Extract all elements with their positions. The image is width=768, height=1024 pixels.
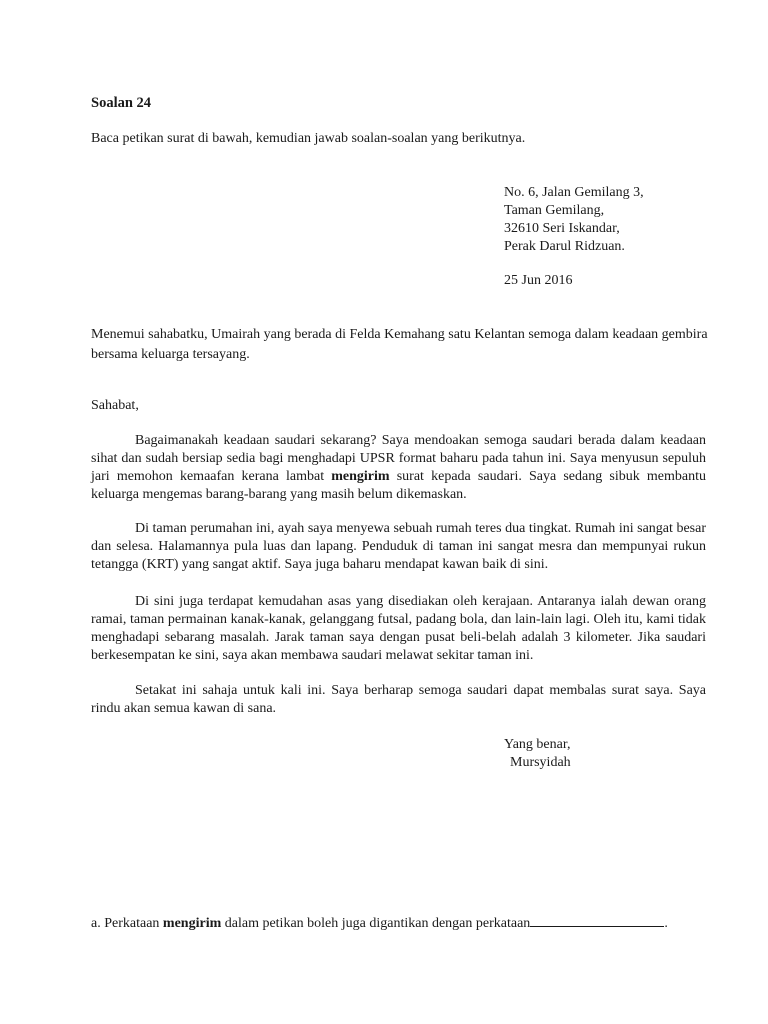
letter-closing: [504, 736, 571, 772]
paragraph-text: Bagaimanakah keadaan saudari sekarang? Saya mendoakan semoga saudari berada dalam keadaan sihat dan sudah bersiap sedia bagi menghadapi UPSR format baharu pada tahun ini. Saya menyusun sepuluh jari memohon kemaafan kerana lambat: [91, 433, 706, 484]
letter-paragraph-1: [91, 432, 706, 504]
question-heading: Soalan 24: [91, 95, 152, 111]
question-text: dalam petikan boleh juga digantikan dengan perkataan: [221, 916, 531, 931]
question-text: a. Perkataan: [91, 916, 163, 931]
letter-paragraph-2: [91, 520, 706, 574]
sender-name: Mursyidah: [510, 755, 571, 770]
paragraph-text: Di sini juga terdapat kemudahan asas yang disediakan oleh kerajaan. Antaranya ialah dewan orang ramai, taman permainan kanak-kanak, gelanggang futsal, padang bola, dan lain-lain lagi. Oleh itu, kami tidak menghadapi sebarang masalah. Jarak taman saya dengan pusat beli-belah adalah 3 kilometer. Jika saudari berkesempatan ke sini, saya akan membawa saudari melawat sekitar taman ini.: [91, 594, 706, 663]
letter-greeting: Menemui sahabatku, Umairah yang berada di Felda Kemahang satu Kelantan semoga dalam keadaan gembira bersama keluarga tersayang.: [91, 327, 708, 362]
answer-blank[interactable]: [530, 914, 664, 927]
highlighted-word: mengirim: [331, 469, 390, 484]
letter-salutation: Sahabat,: [91, 398, 139, 413]
question-end: .: [664, 916, 668, 931]
question-a: [91, 914, 731, 933]
paragraph-text: Setakat ini sahaja untuk kali ini. Saya berharap semoga saudari dapat membalas surat saya. Saya rindu akan semua kawan di sana.: [91, 683, 706, 716]
instruction-text: Baca petikan surat di bawah, kemudian jawab soalan-soalan yang berikutnya.: [91, 131, 526, 146]
address-line: No. 6, Jalan Gemilang 3,: [504, 185, 644, 200]
address-line: 32610 Seri Iskandar,: [504, 221, 620, 236]
letter-paragraph-3: [91, 593, 706, 665]
sign-off: Yang benar,: [504, 737, 571, 752]
sender-address: [504, 184, 644, 256]
paragraph-text: Di taman perumahan ini, ayah saya menyewa sebuah rumah teres dua tingkat. Rumah ini sangat besar dan selesa. Halamannya pula luas dan lapang. Penduduk di taman ini sangat mesra dan mempunyai rukun tetangga (KRT) yang sangat aktif. Saya juga baharu mendapat kawan baik di sini.: [91, 521, 706, 572]
paragraph-text: surat kepada saudari. Saya sedang sibuk membantu keluarga mengemas barang-barang yang masih belum dikemaskan.: [91, 469, 706, 502]
letter-paragraph-4: [91, 682, 706, 718]
address-line: Perak Darul Ridzuan.: [504, 239, 625, 254]
question-keyword: mengirim: [162, 916, 222, 931]
address-line: Taman Gemilang,: [504, 203, 605, 218]
letter-date: 25 Jun 2016: [504, 273, 573, 288]
